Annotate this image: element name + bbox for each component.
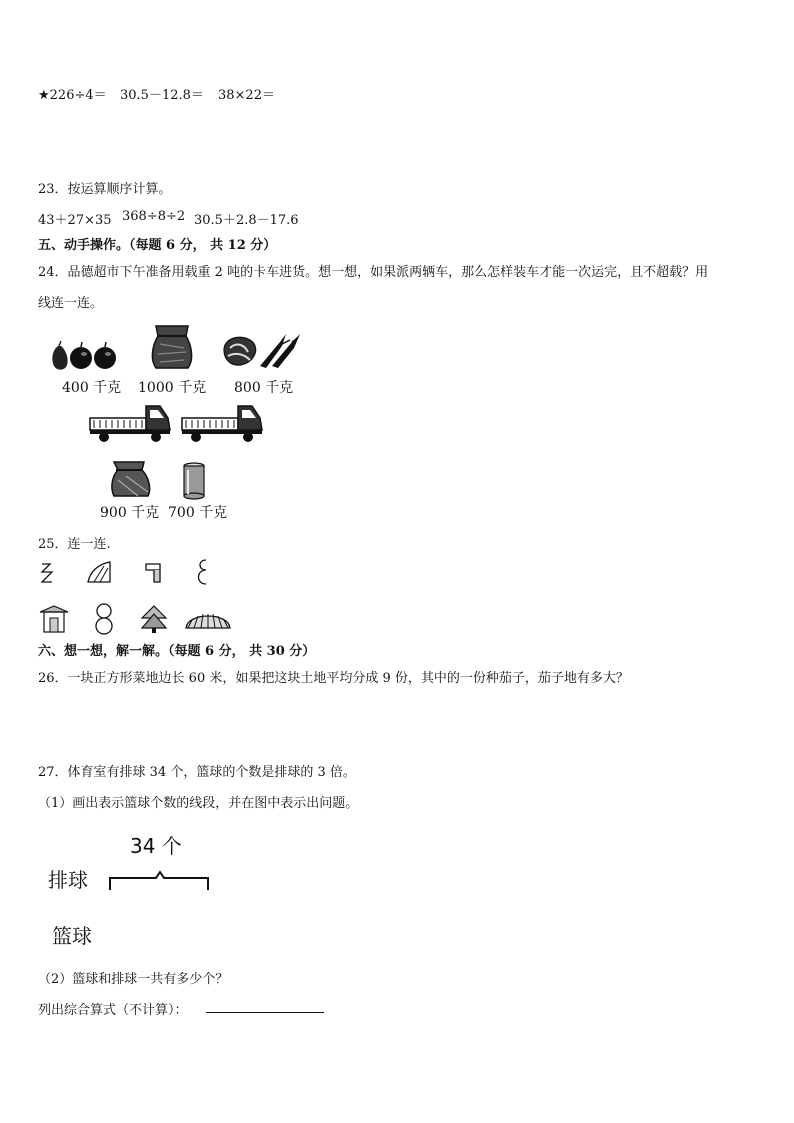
goods-weight-800: 800 千克 bbox=[234, 380, 294, 396]
goods-weight-1000: 1000 千克 bbox=[138, 380, 207, 396]
goods-weight-400: 400 千克 bbox=[62, 380, 122, 396]
basketball-row-label: 篮球 bbox=[52, 924, 92, 948]
fruit-icon bbox=[48, 340, 120, 372]
umbrella-shape-icon[interactable] bbox=[184, 604, 232, 634]
q24-text-line2: 线连一连。 bbox=[38, 296, 104, 311]
sack-icon bbox=[148, 322, 196, 372]
calc-item-2: 30.5－12.8＝ bbox=[120, 88, 204, 103]
truck-icon-2[interactable] bbox=[180, 402, 266, 444]
calc-item-3: 38×22＝ bbox=[218, 88, 275, 103]
q23-title: 23．按运算顺序计算。 bbox=[38, 182, 172, 197]
half-shape-icon-2[interactable] bbox=[86, 560, 114, 586]
tree-shape-icon[interactable] bbox=[140, 604, 168, 634]
calc-item-1: ★226÷4＝ bbox=[38, 88, 107, 103]
q23-expr-1: 43＋27×35 bbox=[38, 213, 112, 228]
q24-text-line1: 24．品德超市下午准备用载重 2 吨的卡车进货。想一想，如果派两辆车，那么怎样装车才能一次运完，且不超载？用 bbox=[38, 265, 709, 280]
house-shape-icon[interactable] bbox=[38, 604, 70, 634]
q26-text: 26．一块正方形菜地边长 60 米，如果把这块土地平均分成 9 份，其中的一份种茄子，茄子地有多大？ bbox=[38, 671, 629, 686]
snowman-shape-icon[interactable] bbox=[94, 602, 114, 636]
half-shape-icon-3[interactable] bbox=[144, 560, 164, 586]
answer-prompt: 列出综合算式（不计算）： bbox=[38, 1003, 188, 1018]
q27-sub2: （2）篮球和排球一共有多少个？ bbox=[38, 972, 229, 987]
section6-heading: 六、想一想，解一解。（每题 6 分， 共 30 分） bbox=[38, 644, 316, 659]
q23-expr-2: 368÷8÷2 bbox=[122, 209, 186, 224]
q27-sub1: （1）画出表示篮球个数的线段，并在图中表示出问题。 bbox=[38, 796, 359, 811]
vegetables-icon bbox=[220, 330, 302, 370]
q27-text: 27．体育室有排球 34 个，篮球的个数是排球的 3 倍。 bbox=[38, 765, 356, 780]
goods-weight-900: 900 千克 bbox=[100, 505, 160, 521]
half-shape-icon-1[interactable] bbox=[38, 560, 58, 586]
barrel-icon bbox=[182, 462, 206, 500]
volleyball-row-label: 排球 bbox=[48, 868, 88, 892]
half-shape-icon-4[interactable] bbox=[196, 558, 210, 588]
truck-icon-1[interactable] bbox=[88, 402, 174, 444]
section5-heading: 五、动手操作。（每题 6 分， 共 12 分） bbox=[38, 238, 277, 253]
bag-icon bbox=[108, 458, 154, 500]
brace-segment bbox=[108, 852, 212, 896]
goods-weight-700: 700 千克 bbox=[168, 505, 228, 521]
q23-expr-3: 30.5＋2.8－17.6 bbox=[194, 213, 299, 228]
answer-blank[interactable] bbox=[206, 1012, 324, 1013]
diagram-count-label: 34 个 bbox=[130, 834, 182, 858]
q25-title: 25．连一连. bbox=[38, 537, 111, 552]
